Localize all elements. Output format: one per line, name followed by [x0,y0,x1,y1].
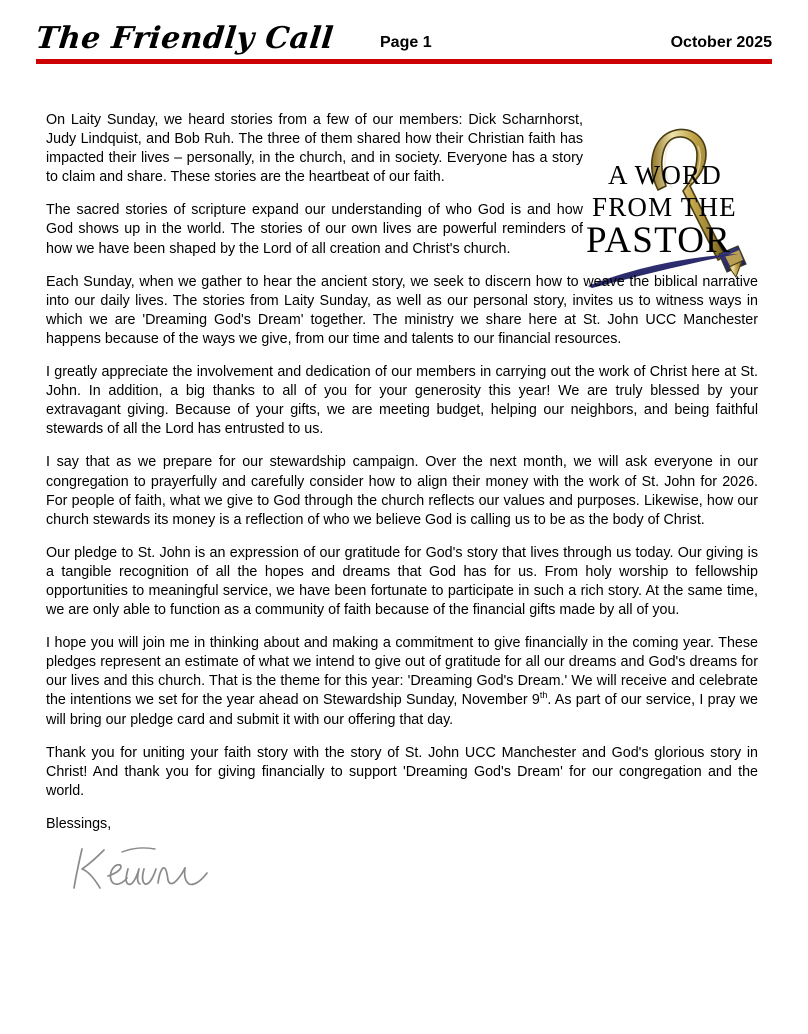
ordinal-suffix: th [539,690,548,701]
pledge-text-after: . As part of our service, I pray we will bring our pledge card and submit it with our offering that day. [46,692,758,728]
letter-paragraph-pledge [46,634,758,729]
letter-paragraph: On Laity Sunday, we heard stories from a few of our members: Dick Scharnhorst, Judy Lindquist, and Bob Ruh. The three of them shared how their Christian faith has impacted their lives – personally, in the church, and in society. Everyone has a story to claim and share. These stories are the heartbeat of our faith. [46,112,583,186]
page-number-label: Page 1 [380,34,432,51]
issue-date-label: October 2025 [670,34,772,51]
masthead [0,0,808,72]
closing-salutation: Blessings, [46,815,112,832]
letter-paragraph: Each Sunday, when we gather to hear the ancient story, we seek to discern how to weave the biblical narrative into our daily lives. The stories from Laity Sunday, as well as our personal story, invites us to witness ways in which we are 'Dreaming God's Dream' together. The ministry we share here at St. John UCC Manchester happens because of the ways we give, from our time and talents to our financial resources. [46,273,758,347]
letter-paragraph: I say that as we prepare for our stewardship campaign. Over the next month, we will ask everyone in our congregation to prayerfully and carefully consider how to align their money with the work of St. John for 2026. For people of faith, what we give to God through the church reflects our values and purposes. Likewise, how our church stewards its money is a reflection of who we believe God is calling us to be as the body of Christ. [46,454,758,528]
pledge-text-before: I hope you will join me in thinking about and making a commitment to give financially in the coming year. These pledges represent an estimate of what we intend to give out of gratitude for all our dreams and God's dreams for our lives and this church. That is the theme for this year: 'Dreaming God's Dream.' We will receive and celebrate the intentions we set for the year ahead on Stewardship Sunday, November 9 [46,635,758,709]
logo-line-1: A WORD [608,160,722,190]
letter-paragraph: I greatly appreciate the involvement and dedication of our members in carrying out the work of Christ here at St. John. In addition, a big thanks to all of you for your generosity this year! We are truly blessed by your extravagant giving. Because of your gifts, we are meeting budget, helping our neighbors, and being faithful stewards of all the Lord has entrusted to us. [46,364,758,438]
newsletter-title: The Friendly Call [34,21,336,56]
logo-line-3: PASTOR [586,220,732,261]
pastor-signature [60,838,240,896]
logo-line-2: FROM THE [592,192,737,222]
pastor-letter-body [46,111,758,896]
letter-paragraph: The sacred stories of scripture expand our understanding of who God is and how God shows up in the world. The stories of our own lives are powerful reminders of how we have been shaped by the Lord of all creation and Christ's church. [46,202,583,257]
letter-paragraph-closing: Thank you for uniting your faith story with the story of St. John UCC Manchester and God's glorious story in Christ! And thank you for giving financially to support 'Dreaming God's Dream' for our congregation and the world. [46,744,758,799]
letter-paragraph: Our pledge to St. John is an expression of our gratitude for God's story that lives through us today. Our giving is a tangible recognition of all the hopes and dreams that God has for us. From holy worship to fellowship opportunities to meaningful service, we have been fortunate to participate in such a rich story. At the same time, we are only able to function as a community of faith because of the financial gifts made by all of you. [46,544,758,619]
masthead-divider-rule [36,59,772,64]
